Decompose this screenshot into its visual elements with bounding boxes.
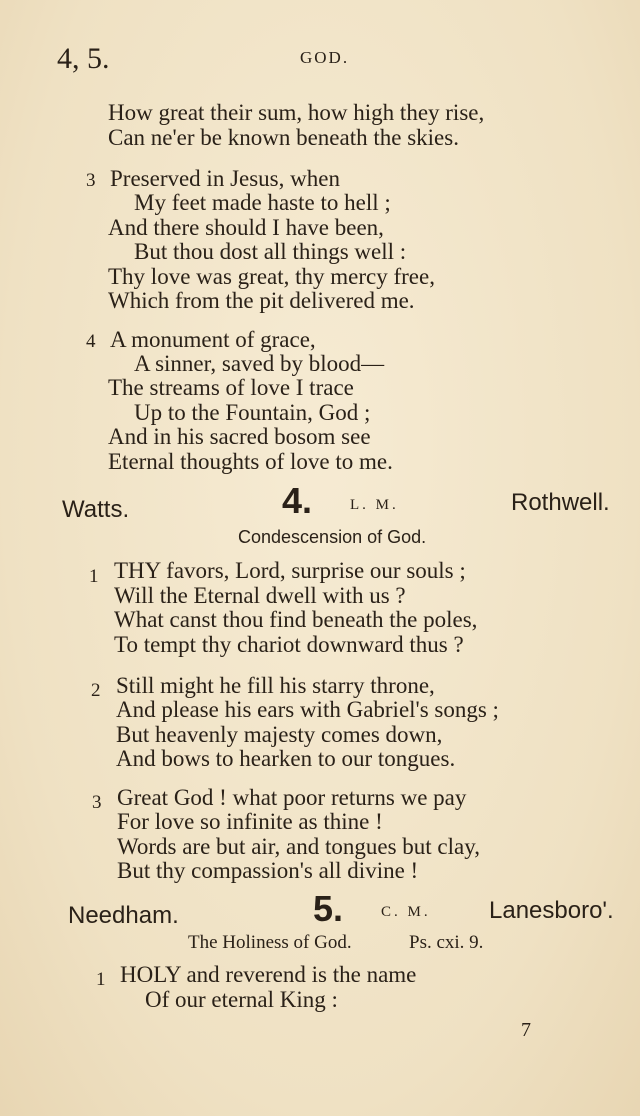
- verse-line: Great God ! what poor returns we pay: [117, 785, 467, 810]
- verse-line: Of our eternal King :: [145, 987, 338, 1012]
- verse-line: Preserved in Jesus, when: [110, 166, 340, 191]
- verse-line: And in his sacred bosom see: [108, 424, 371, 449]
- verse-line: The streams of love I trace: [108, 375, 354, 400]
- verse-line: A sinner, saved by blood—: [134, 351, 385, 376]
- hymn-range: 4, 5.: [57, 42, 110, 75]
- section-title: GOD.: [300, 48, 350, 67]
- verse-line: How great their sum, how high they rise,: [108, 100, 485, 125]
- verse-line: And please his ears with Gabriel's songs ;: [116, 697, 499, 722]
- tune-name: Lanesboro'.: [489, 897, 614, 924]
- verse-line: And there should I have been,: [108, 215, 384, 240]
- hymn-meter: L. M.: [350, 497, 399, 513]
- verse-line: Thy love was great, thy mercy free,: [108, 264, 435, 289]
- verse-line: Can ne'er be known beneath the skies.: [108, 125, 459, 150]
- verse-line: What canst thou find beneath the poles,: [114, 607, 478, 632]
- verse-number: 3: [92, 792, 102, 813]
- verse-line: A monument of grace,: [110, 327, 316, 352]
- verse-number: 1: [89, 566, 99, 587]
- verse-line: HOLY and reverend is the name: [120, 962, 417, 987]
- verse-number: 2: [91, 680, 101, 701]
- verse-line: To tempt thy chariot downward thus ?: [114, 632, 464, 657]
- verse-line: And bows to hearken to our tongues.: [116, 746, 456, 771]
- verse-line: Words are but air, and tongues but clay,: [117, 834, 480, 859]
- verse-line: But thou dost all things well :: [134, 239, 407, 264]
- verse-number: 1: [96, 969, 106, 990]
- hymn-number: 4.: [282, 480, 313, 521]
- verse-line: Which from the pit delivered me.: [108, 288, 415, 313]
- author-name: Watts.: [62, 496, 130, 523]
- page-number: 7: [521, 1019, 531, 1041]
- verse-line: For love so infinite as thine !: [117, 809, 383, 834]
- verse-number: 4: [86, 331, 96, 352]
- hymn-number: 5.: [313, 888, 344, 929]
- hymn-title: Condescension of God.: [238, 527, 427, 547]
- verse-line: But heavenly majesty comes down,: [116, 722, 443, 747]
- verse-line: But thy compassion's all divine !: [117, 858, 419, 883]
- hymn-title: The Holiness of God.: [188, 932, 352, 953]
- verse-line: Will the Eternal dwell with us ?: [114, 583, 406, 608]
- verse-line: My feet made haste to hell ;: [134, 190, 391, 215]
- verse-line: Up to the Fountain, God ;: [134, 400, 371, 425]
- verse-line: Eternal thoughts of love to me.: [108, 449, 393, 474]
- verse-number: 3: [86, 170, 96, 191]
- scripture-reference: Ps. cxi. 9.: [409, 932, 484, 953]
- tune-name: Rothwell.: [511, 489, 610, 516]
- author-name: Needham.: [68, 902, 179, 929]
- verse-line: THY favors, Lord, surprise our souls ;: [114, 558, 466, 583]
- verse-line: Still might he fill his starry throne,: [116, 673, 435, 698]
- hymn-meter: C. M.: [381, 904, 431, 920]
